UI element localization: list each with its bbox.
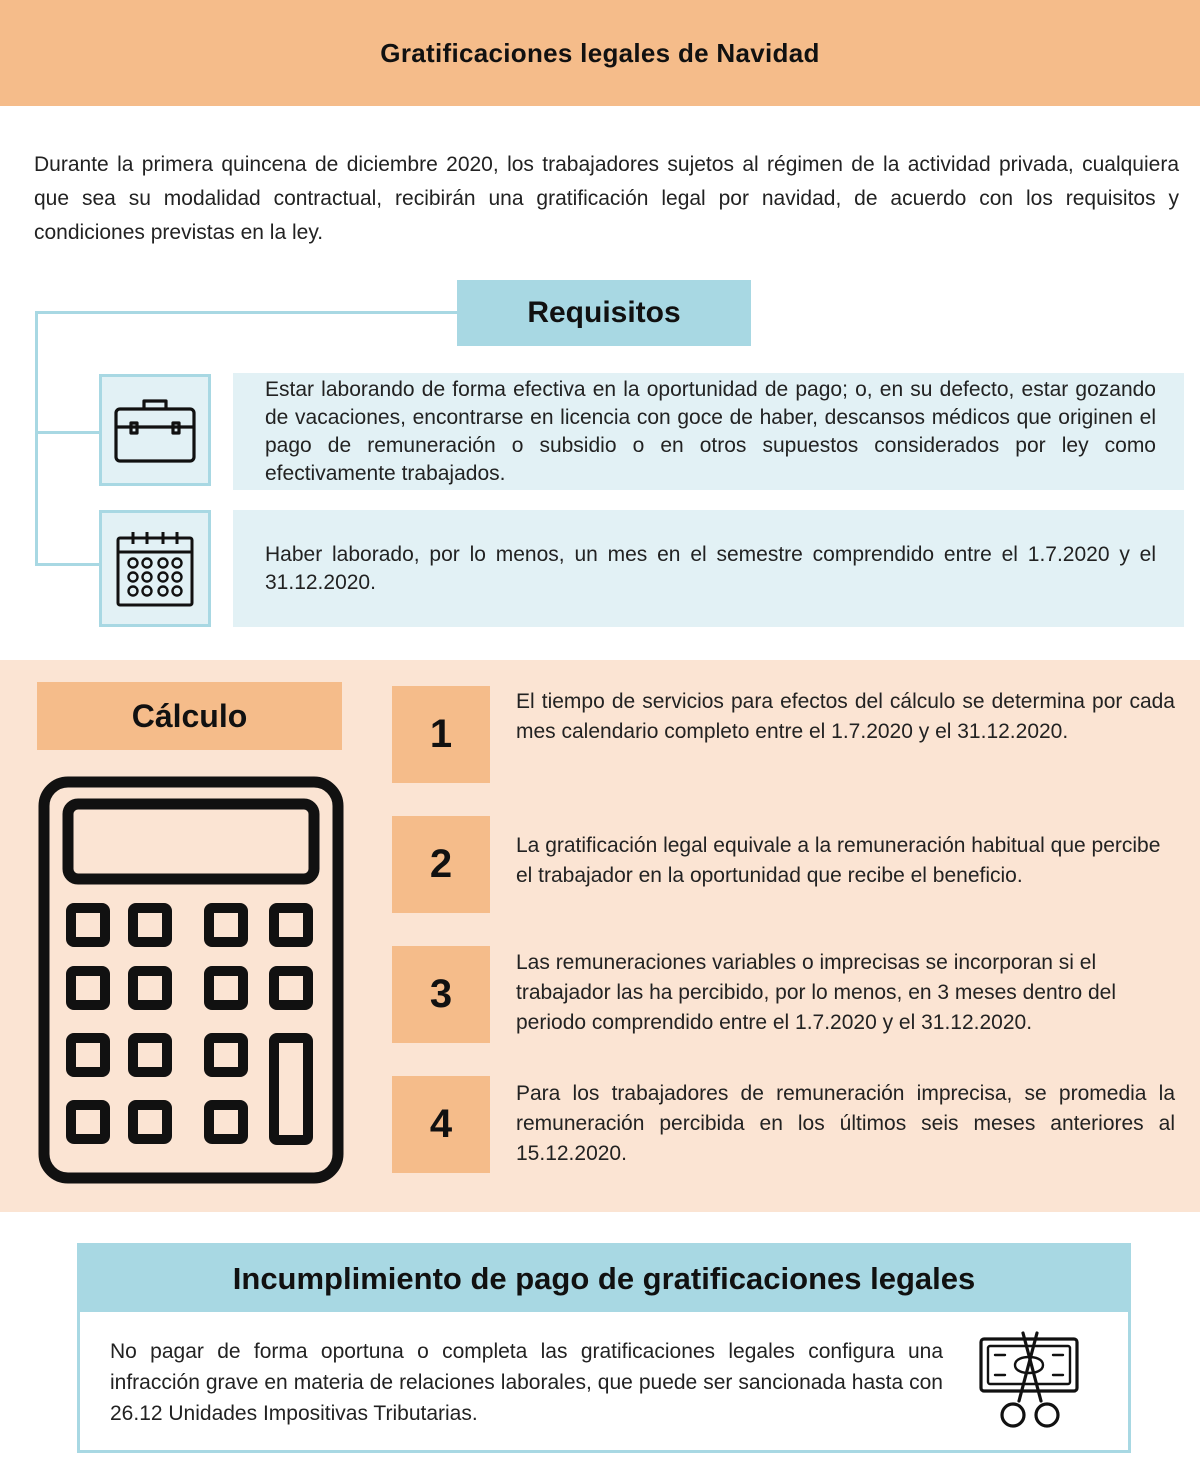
- step-number: 3: [392, 946, 490, 1043]
- step-number: 1: [392, 686, 490, 783]
- requisito-icon-box: [99, 374, 211, 486]
- requisito-item: [233, 373, 1184, 490]
- step-text: El tiempo de servicios para efectos del cálculo se determina por cada mes calendario completo entre el 1.7.2020 y el 31.12.2020.: [516, 690, 1175, 743]
- connector-line: [35, 311, 457, 314]
- incumplimiento-box: [77, 1243, 1131, 1453]
- requisito-text: Estar laborando de forma efectiva en la oportunidad de pago; o, en su defecto, estar gozando de vacaciones, encontrarse en licencia con goce de haber, descansos médicos que originen el pago de remuneración o subsidio o en otros supuestos considerados por ley como efectivamente trabajados.: [265, 377, 1156, 485]
- requisito-icon-box: [99, 510, 211, 627]
- connector-line: [35, 311, 38, 565]
- calculator-icon: [38, 776, 344, 1184]
- requisitos-title: Requisitos: [457, 280, 751, 346]
- calendar-icon: [115, 530, 195, 608]
- incumplimiento-title: Incumplimiento de pago de gratificaciones legales: [80, 1246, 1128, 1312]
- intro-paragraph: Durante la primera quincena de diciembre 2020, los trabajadores sujetos al régimen de la actividad privada, cualquiera que sea su modalidad contractual, recibirán una gratificación legal por navidad, de acuerdo con los requisitos y condiciones previstas en la ley.: [34, 153, 1179, 244]
- connector-line: [35, 431, 100, 434]
- requisito-item: [233, 510, 1184, 627]
- page-header: [0, 0, 1200, 106]
- step-text: La gratificación legal equivale a la remuneración habitual que percibe el trabajador en la oportunidad que recibe el beneficio.: [516, 834, 1161, 887]
- connector-line: [35, 563, 100, 566]
- step-text: Las remuneraciones variables o imprecisas se incorporan si el trabajador las ha percibido, por lo menos, en 3 meses dentro del periodo comprendido entre el 1.7.2020 y el 31.12.2020.: [516, 951, 1117, 1034]
- briefcase-icon: [114, 397, 196, 463]
- incumplimiento-text: No pagar de forma oportuna o completa las gratificaciones legales configura una infracción grave en materia de relaciones laborales, que puede ser sancionada hasta con 26.12 Unidades Impositivas Tributarias.: [110, 1340, 943, 1425]
- step-number: 2: [392, 816, 490, 913]
- page-title: Gratificaciones legales de Navidad: [380, 37, 820, 68]
- money-cut-scissors-icon: [975, 1331, 1085, 1431]
- step-text: Para los trabajadores de remuneración imprecisa, se promedia la remuneración percibida en los últimos seis meses anteriores al 15.12.2020.: [516, 1082, 1175, 1165]
- requisito-text: Haber laborado, por lo menos, un mes en el semestre comprendido entre el 1.7.2020 y el 31.12.2020.: [265, 542, 1156, 594]
- calculo-title: Cálculo: [37, 682, 342, 750]
- step-number: 4: [392, 1076, 490, 1173]
